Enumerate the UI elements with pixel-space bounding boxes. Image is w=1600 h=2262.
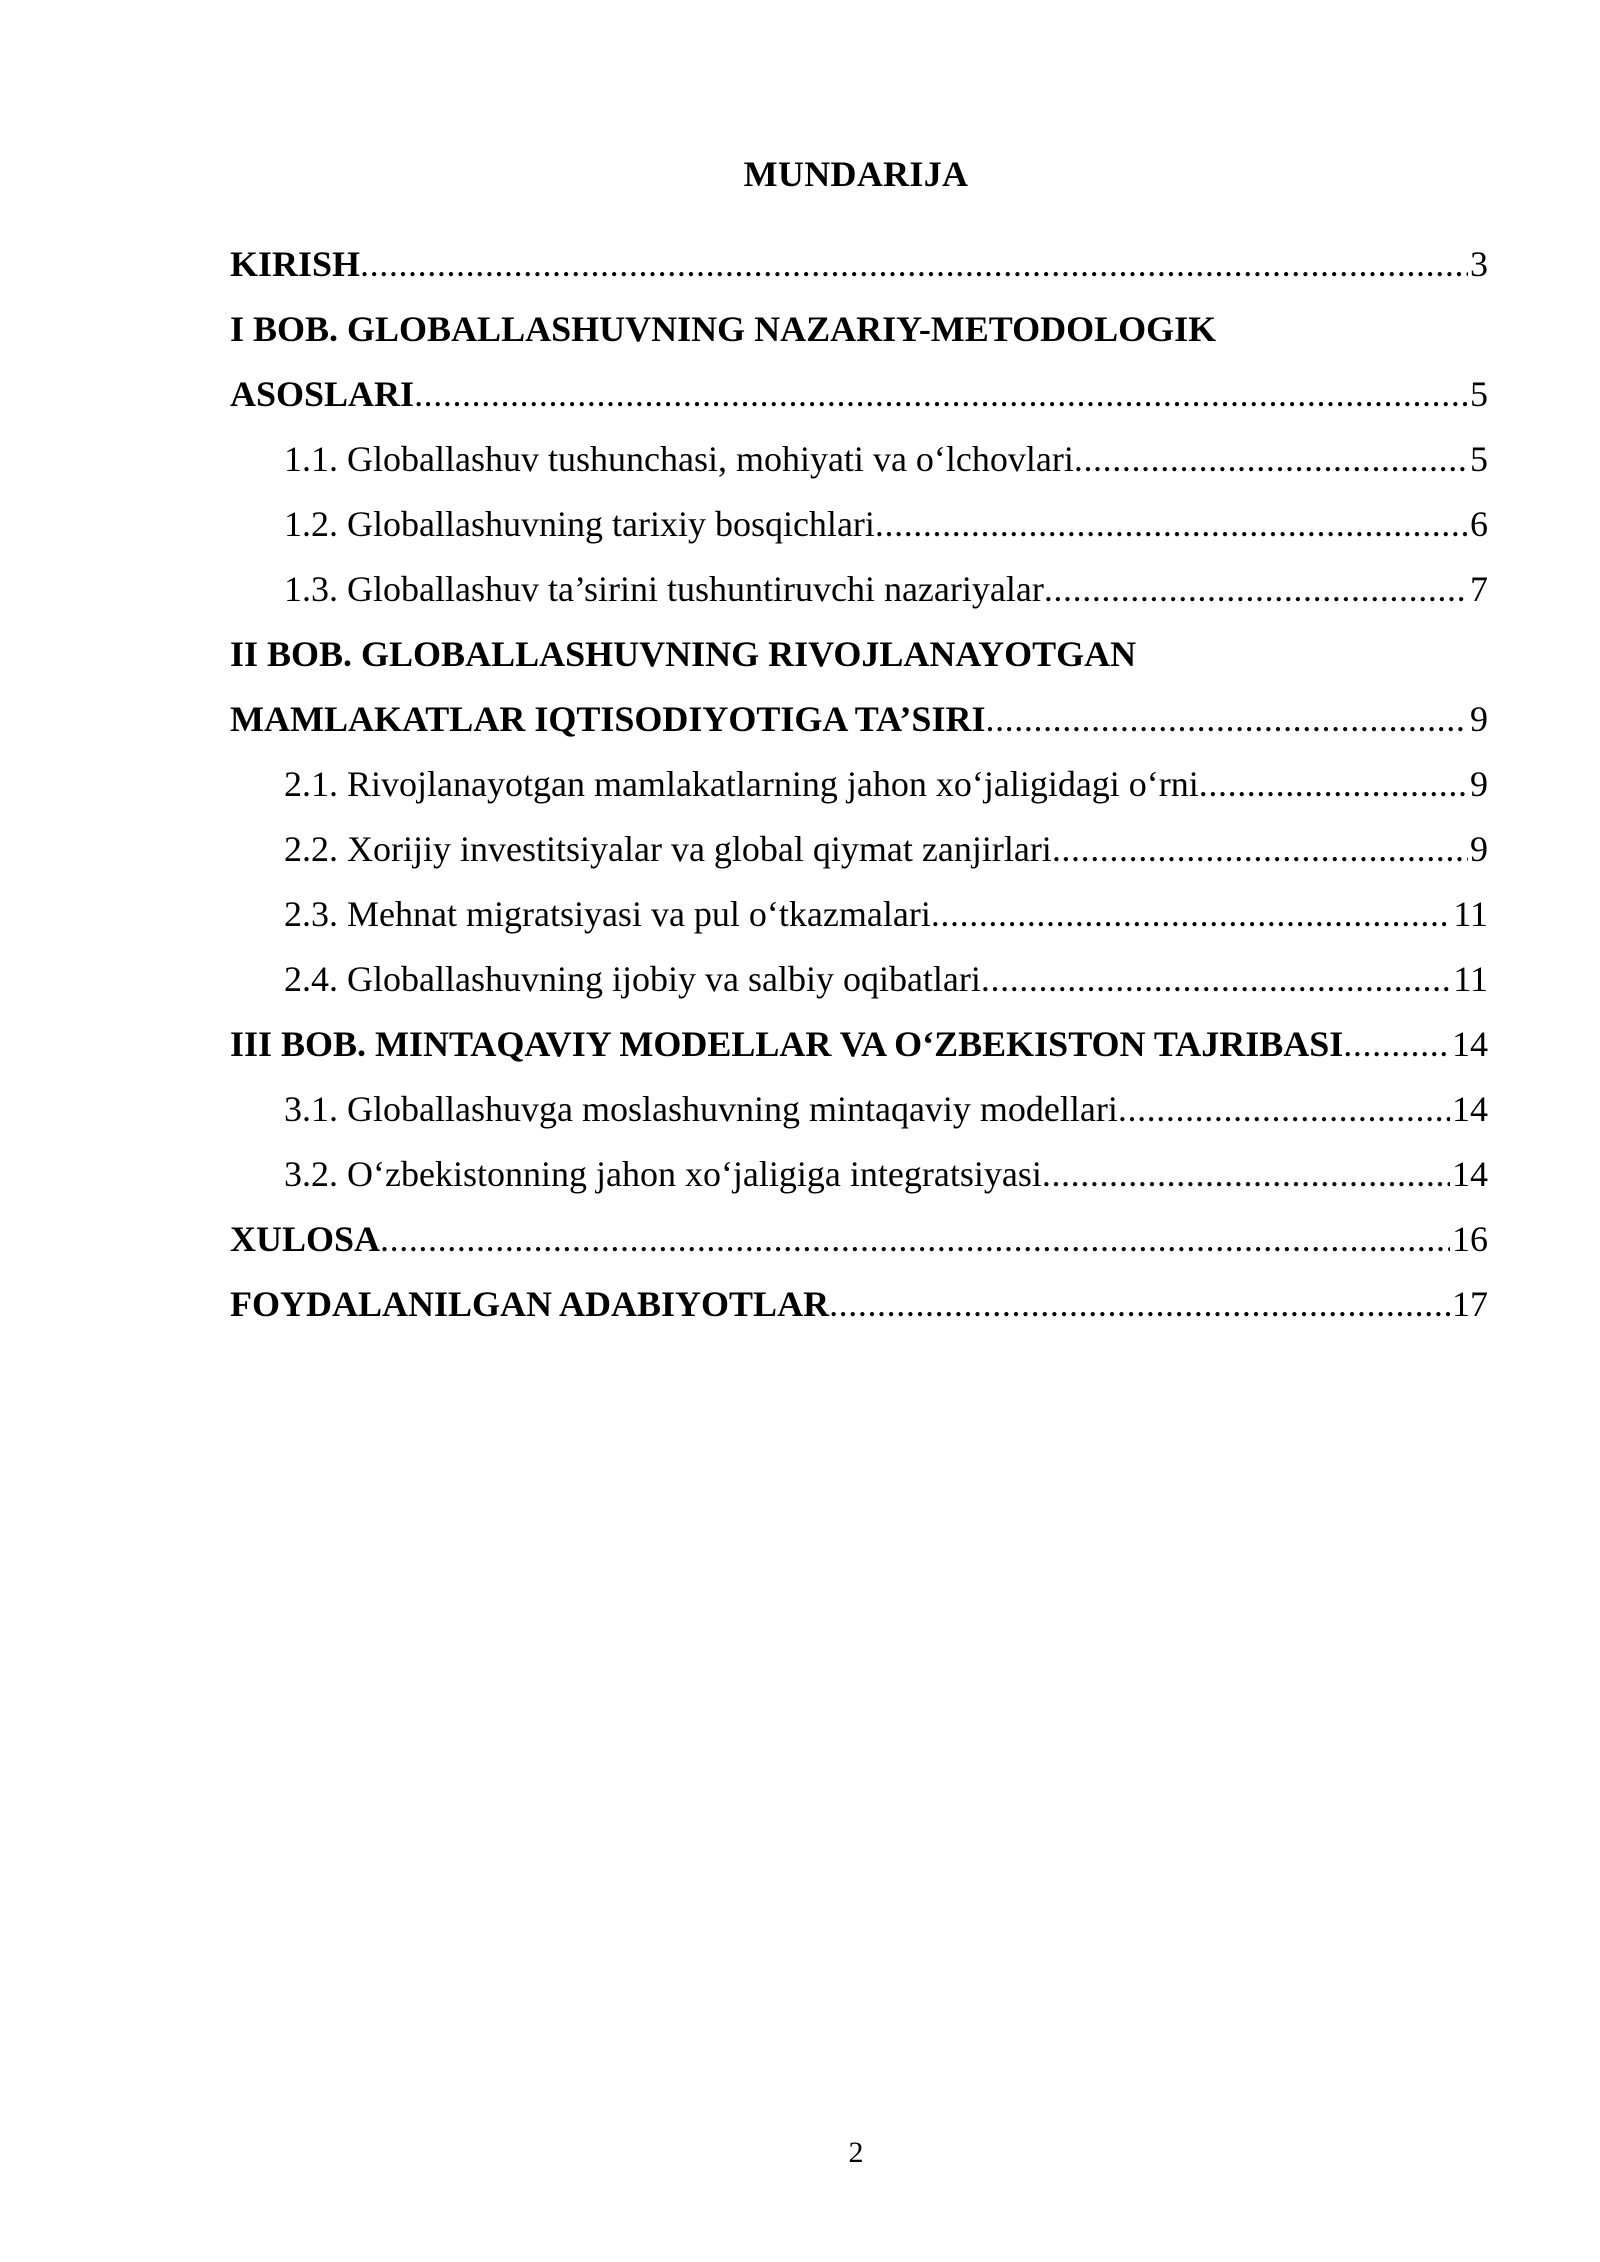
toc-entry-text: 2.2. Xorijiy investitsiyalar va global qiymat zanjirlari [284,829,1052,869]
toc-page-number: 14 [1452,1089,1488,1129]
toc-entry-section-3-1[interactable] [230,1077,1488,1142]
toc-page-number: 9 [1470,764,1488,804]
toc-entry-text: 3.2. O‘zbekistonning jahon xo‘jaligiga integratsiyasi [284,1154,1042,1194]
toc-page-number: 7 [1470,569,1488,609]
dot-leader [380,1207,1450,1272]
toc-title: MUNDARIJA [743,154,969,194]
toc-entry-text: FOYDALANILGAN ADABIYOTLAR [230,1284,830,1324]
toc-entry-section-1-2[interactable] [230,492,1488,557]
toc-page-number: 14 [1452,1024,1488,1064]
dot-leader [414,362,1468,427]
toc-entry-text: 3.1. Globallashuvga moslashuvning mintaqaviy modellari [284,1089,1118,1129]
toc-entry-section-1-3[interactable] [230,557,1488,622]
dot-leader [981,947,1451,1012]
toc-page-number: 14 [1452,1154,1488,1194]
dot-leader [1199,752,1468,817]
toc-entry-chapter-1-title-cont[interactable] [230,362,1488,427]
toc-page-number: 11 [1453,894,1488,934]
dot-leader [985,687,1468,752]
toc-entry-chapter-3[interactable] [230,1012,1488,1077]
toc-entry-text: 1.2. Globallashuvning tarixiy bosqichlari [284,504,875,544]
toc-page-number: 9 [1470,829,1488,869]
toc-entry-text: III BOB. MINTAQAVIY MODELLAR VA O‘ZBEKISTON TAJRIBASI [230,1024,1344,1064]
toc-entry-text: I BOB. GLOBALLASHUVNING NAZARIY-METODOLOGIK [230,309,1217,349]
toc-page-number: 17 [1452,1284,1488,1324]
dot-leader [1074,427,1468,492]
toc-entry-text: 1.1. Globallashuv tushunchasi, mohiyati va o‘lchovlari [284,439,1074,479]
toc-entry-section-2-4[interactable] [230,947,1488,1012]
toc-entry-text: 2.4. Globallashuvning ijobiy va salbiy oqibatlari [284,959,981,999]
toc-entry-text: II BOB. GLOBALLASHUVNING RIVOJLANAYOTGAN [230,634,1137,674]
toc-page-number: 9 [1470,699,1488,739]
dot-leader [931,882,1452,947]
table-of-contents [230,232,1488,1337]
toc-entry-xulosa[interactable] [230,1207,1488,1272]
toc-entry-text: 1.3. Globallashuv ta’sirini tushuntiruvchi nazariyalar [284,569,1044,609]
toc-page-number: 5 [1470,374,1488,414]
toc-entry-chapter-1-title[interactable] [230,297,1488,362]
toc-page-number: 3 [1470,244,1488,284]
toc-entry-bibliography[interactable] [230,1272,1488,1337]
toc-entry-section-2-2[interactable] [230,817,1488,882]
toc-page-number: 16 [1452,1219,1488,1259]
toc-entry-text: ASOSLARI [230,374,415,414]
toc-entry-section-2-3[interactable] [230,882,1488,947]
dot-leader [1343,1012,1450,1077]
dot-leader [829,1272,1450,1337]
page-number: 2 [848,2136,864,2169]
dot-leader [360,232,1468,297]
toc-entry-chapter-2-title[interactable] [230,622,1488,687]
dot-leader [1118,1077,1450,1142]
toc-entry-text: 2.1. Rivojlanayotgan mamlakatlarning jahon xo‘jaligidagi o‘rni [284,764,1199,804]
toc-entry-section-1-1[interactable] [230,427,1488,492]
toc-page-number: 6 [1470,504,1488,544]
dot-leader [1052,817,1468,882]
toc-entry-kirish[interactable] [230,232,1488,297]
toc-entry-section-2-1[interactable] [230,752,1488,817]
toc-page-number: 11 [1453,959,1488,999]
dot-leader [1044,557,1468,622]
toc-entry-text: KIRISH [230,244,361,284]
toc-entry-text: 2.3. Mehnat migratsiyasi va pul o‘tkazmalari [284,894,931,934]
toc-entry-section-3-2[interactable] [230,1142,1488,1207]
toc-entry-text: XULOSA [230,1219,381,1259]
toc-entry-chapter-2-title-cont[interactable] [230,687,1488,752]
dot-leader [875,492,1468,557]
dot-leader [1042,1142,1450,1207]
toc-entry-text: MAMLAKATLAR IQTISODIYOTIGA TA’SIRI [230,699,986,739]
toc-page-number: 5 [1470,439,1488,479]
